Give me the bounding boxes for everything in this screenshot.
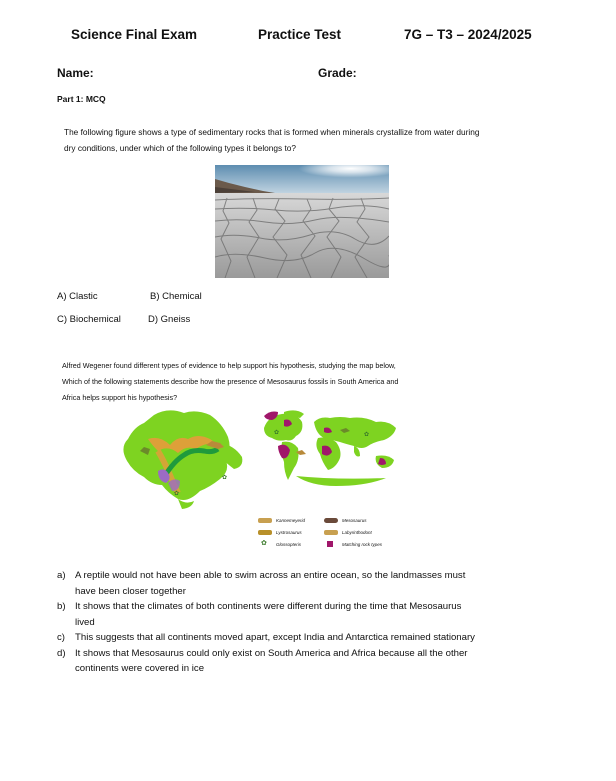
- answer-line: lived: [75, 616, 95, 628]
- answer-list: [57, 568, 557, 677]
- option-a[interactable]: A) Clastic: [57, 291, 98, 302]
- test-type: Practice Test: [258, 27, 342, 42]
- answer-letter: d): [57, 647, 66, 659]
- legend-kannemeyerid: Kannemeyerid: [276, 518, 306, 523]
- labyrinthodont-icon: [324, 530, 338, 535]
- question-1-text: [64, 124, 564, 156]
- answer-line: It shows that Mesosaurus could only exist on South America and Africa because all the other: [75, 647, 468, 659]
- kannemeyerid-icon: [258, 518, 272, 523]
- answer-line: This suggests that all continents moved apart, except India and Antarctica remained stationary: [75, 632, 475, 643]
- question-2-text: [62, 358, 562, 406]
- map-legend: [258, 518, 408, 550]
- option-d[interactable]: D) Gneiss: [148, 314, 191, 325]
- lystrosaurus-icon: [258, 530, 272, 535]
- answer-c[interactable]: [57, 630, 557, 646]
- exam-title: Science Final Exam: [71, 27, 198, 42]
- class-term: 7G – T3 – 2024/2025: [404, 27, 532, 42]
- answer-line: have been closer together: [75, 585, 186, 597]
- question-1-line: dry conditions, under which of the following types it belongs to?: [64, 143, 296, 153]
- legend-lystrosaurus: Lystrosaurus: [276, 530, 302, 535]
- grade-label: Grade:: [318, 66, 357, 80]
- answer-d[interactable]: [57, 646, 557, 677]
- svg-text:✿: ✿: [274, 430, 280, 436]
- svg-text:✿: ✿: [174, 491, 180, 497]
- legend-matching-rock: Matching rock types: [342, 542, 383, 547]
- answer-line: A reptile would not have been able to swim across an entire ocean, so the landmasses must: [75, 570, 466, 581]
- legend-labyrinthodont: Labyrinthodont: [342, 530, 372, 535]
- question-2-line: Which of the following statements describe how the presence of Mesosaurus fossils in South America and: [62, 377, 399, 386]
- answer-b[interactable]: [57, 599, 557, 630]
- legend-mesosaurus: Mesosaurus: [342, 518, 367, 523]
- glossopteris-icon: ✿: [261, 540, 267, 547]
- mesosaurus-icon: [324, 518, 338, 523]
- answer-a[interactable]: [57, 568, 557, 599]
- part-title: Part 1: MCQ: [57, 94, 106, 104]
- answer-letter: b): [57, 601, 66, 612]
- question-2-line: Africa helps support his hypothesis?: [62, 393, 178, 402]
- option-c[interactable]: C) Biochemical: [57, 314, 121, 325]
- modern-world-map: [256, 406, 408, 486]
- legend-glossopteris: Glossopteris: [276, 542, 302, 547]
- question-2-line: Alfred Wegener found different types of evidence to help support his hypothesis, studying the map below,: [62, 361, 396, 370]
- svg-text:✿: ✿: [222, 475, 228, 481]
- svg-text:✿: ✿: [364, 432, 370, 438]
- answer-line: continents were covered in ice: [75, 663, 205, 674]
- answer-letter: c): [57, 632, 65, 643]
- question-1-line: The following figure shows a type of sedimentary rocks that is formed when minerals crystallize from water during: [64, 127, 480, 137]
- salt-flat-photo: [215, 165, 389, 278]
- matching-rock-icon: [327, 541, 333, 547]
- answer-line: It shows that the climates of both continents were different during the time that Mesosaurus: [75, 601, 462, 612]
- pangaea-map: [118, 405, 248, 510]
- option-b[interactable]: B) Chemical: [150, 291, 202, 302]
- name-label: Name:: [57, 66, 94, 80]
- answer-letter: a): [57, 570, 66, 581]
